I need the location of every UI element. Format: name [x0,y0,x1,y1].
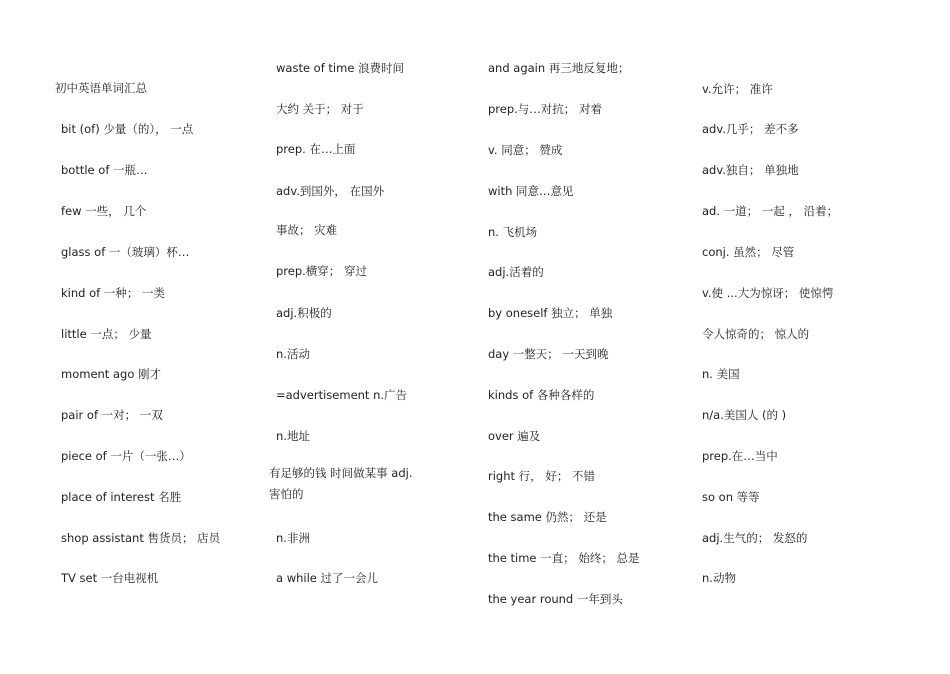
vocab-line: the same 仍然； 还是 [488,510,607,524]
vocab-line: shop assistant 售货员； 店员 [61,531,221,545]
vocab-line: adj.生气的； 发怒的 [702,531,808,545]
vocab-line: bit (of) 少量（的）， 一点 [61,122,194,136]
vocab-line: =advertisement n.广告 [276,388,408,402]
vocab-line: right 行， 好； 不错 [488,469,595,483]
vocab-line: n.活动 [276,347,310,361]
vocab-line: ad. 一道； 一起 ， 沿着； [702,204,839,218]
vocab-line: prep.横穿； 穿过 [276,264,367,278]
vocab-line: place of interest 名胜 [61,490,182,504]
vocab-line: prep. 在…上面 [276,142,356,156]
vocab-line: kind of 一种； 一类 [61,286,165,300]
vocab-line: adv.独自； 单独地 [702,163,799,177]
vocab-line: the time 一直； 始终； 总是 [488,551,640,565]
vocab-line: and again 再三地反复地； [488,61,630,75]
vocab-line: n.非洲 [276,531,310,545]
vocab-line: the year round 一年到头 [488,592,623,606]
vocab-line: TV set 一台电视机 [61,571,159,585]
vocab-line: over 遍及 [488,429,541,443]
vocab-line: 大约 关于； 对于 [276,102,364,116]
vocab-line: prep.与…对抗； 对着 [488,102,602,116]
vocab-line: n.动物 [702,571,736,585]
vocab-line: few 一些， 几个 [61,204,147,218]
vocab-line: 有足够的钱 时间做某事 adj. [269,466,413,480]
vocab-line: v. 同意； 赞成 [488,143,563,157]
vocab-line: prep.在…当中 [702,449,778,463]
vocab-line: conj. 虽然； 尽管 [702,245,795,259]
vocab-line: n.地址 [276,429,310,443]
vocab-line: n. 美国 [702,367,740,381]
vocab-line: pair of 一对； 一双 [61,408,163,422]
vocab-line: adj.活着的 [488,265,544,279]
vocab-line: with 同意…意见 [488,184,574,198]
vocab-line: v.允许； 准许 [702,82,773,96]
vocab-line: n. 飞机场 [488,225,538,239]
vocab-line: moment ago 刚才 [61,367,162,381]
document-title: 初中英语单词汇总 [55,81,147,95]
vocab-line: 害怕的 [269,487,304,501]
vocab-line: v.使 ...大为惊讶； 使惊愕 [702,286,834,300]
vocab-line: adj.积极的 [276,306,332,320]
vocab-line: a while 过了一会儿 [276,571,379,585]
vocab-line: 事故； 灾难 [276,223,338,237]
vocab-line: glass of 一（玻璃）杯… [61,245,190,259]
vocab-line: little 一点； 少量 [61,327,152,341]
vocab-line: waste of time 浪费时间 [276,61,405,75]
vocab-line: adv.几乎； 差不多 [702,122,799,136]
vocab-line: adv.到国外， 在国外 [276,184,385,198]
vocab-line: kinds of 各种各样的 [488,388,595,402]
vocab-line: by oneself 独立； 单独 [488,306,613,320]
vocab-line: 令人惊奇的； 惊人的 [702,327,810,341]
vocab-line: so on 等等 [702,490,760,504]
vocab-line: piece of 一片（一张…） [61,449,191,463]
vocab-line: n/a.美国人 (的 ) [702,408,787,422]
vocab-line: day 一整天； 一天到晚 [488,347,609,361]
vocab-line: bottle of 一瓶… [61,163,148,177]
